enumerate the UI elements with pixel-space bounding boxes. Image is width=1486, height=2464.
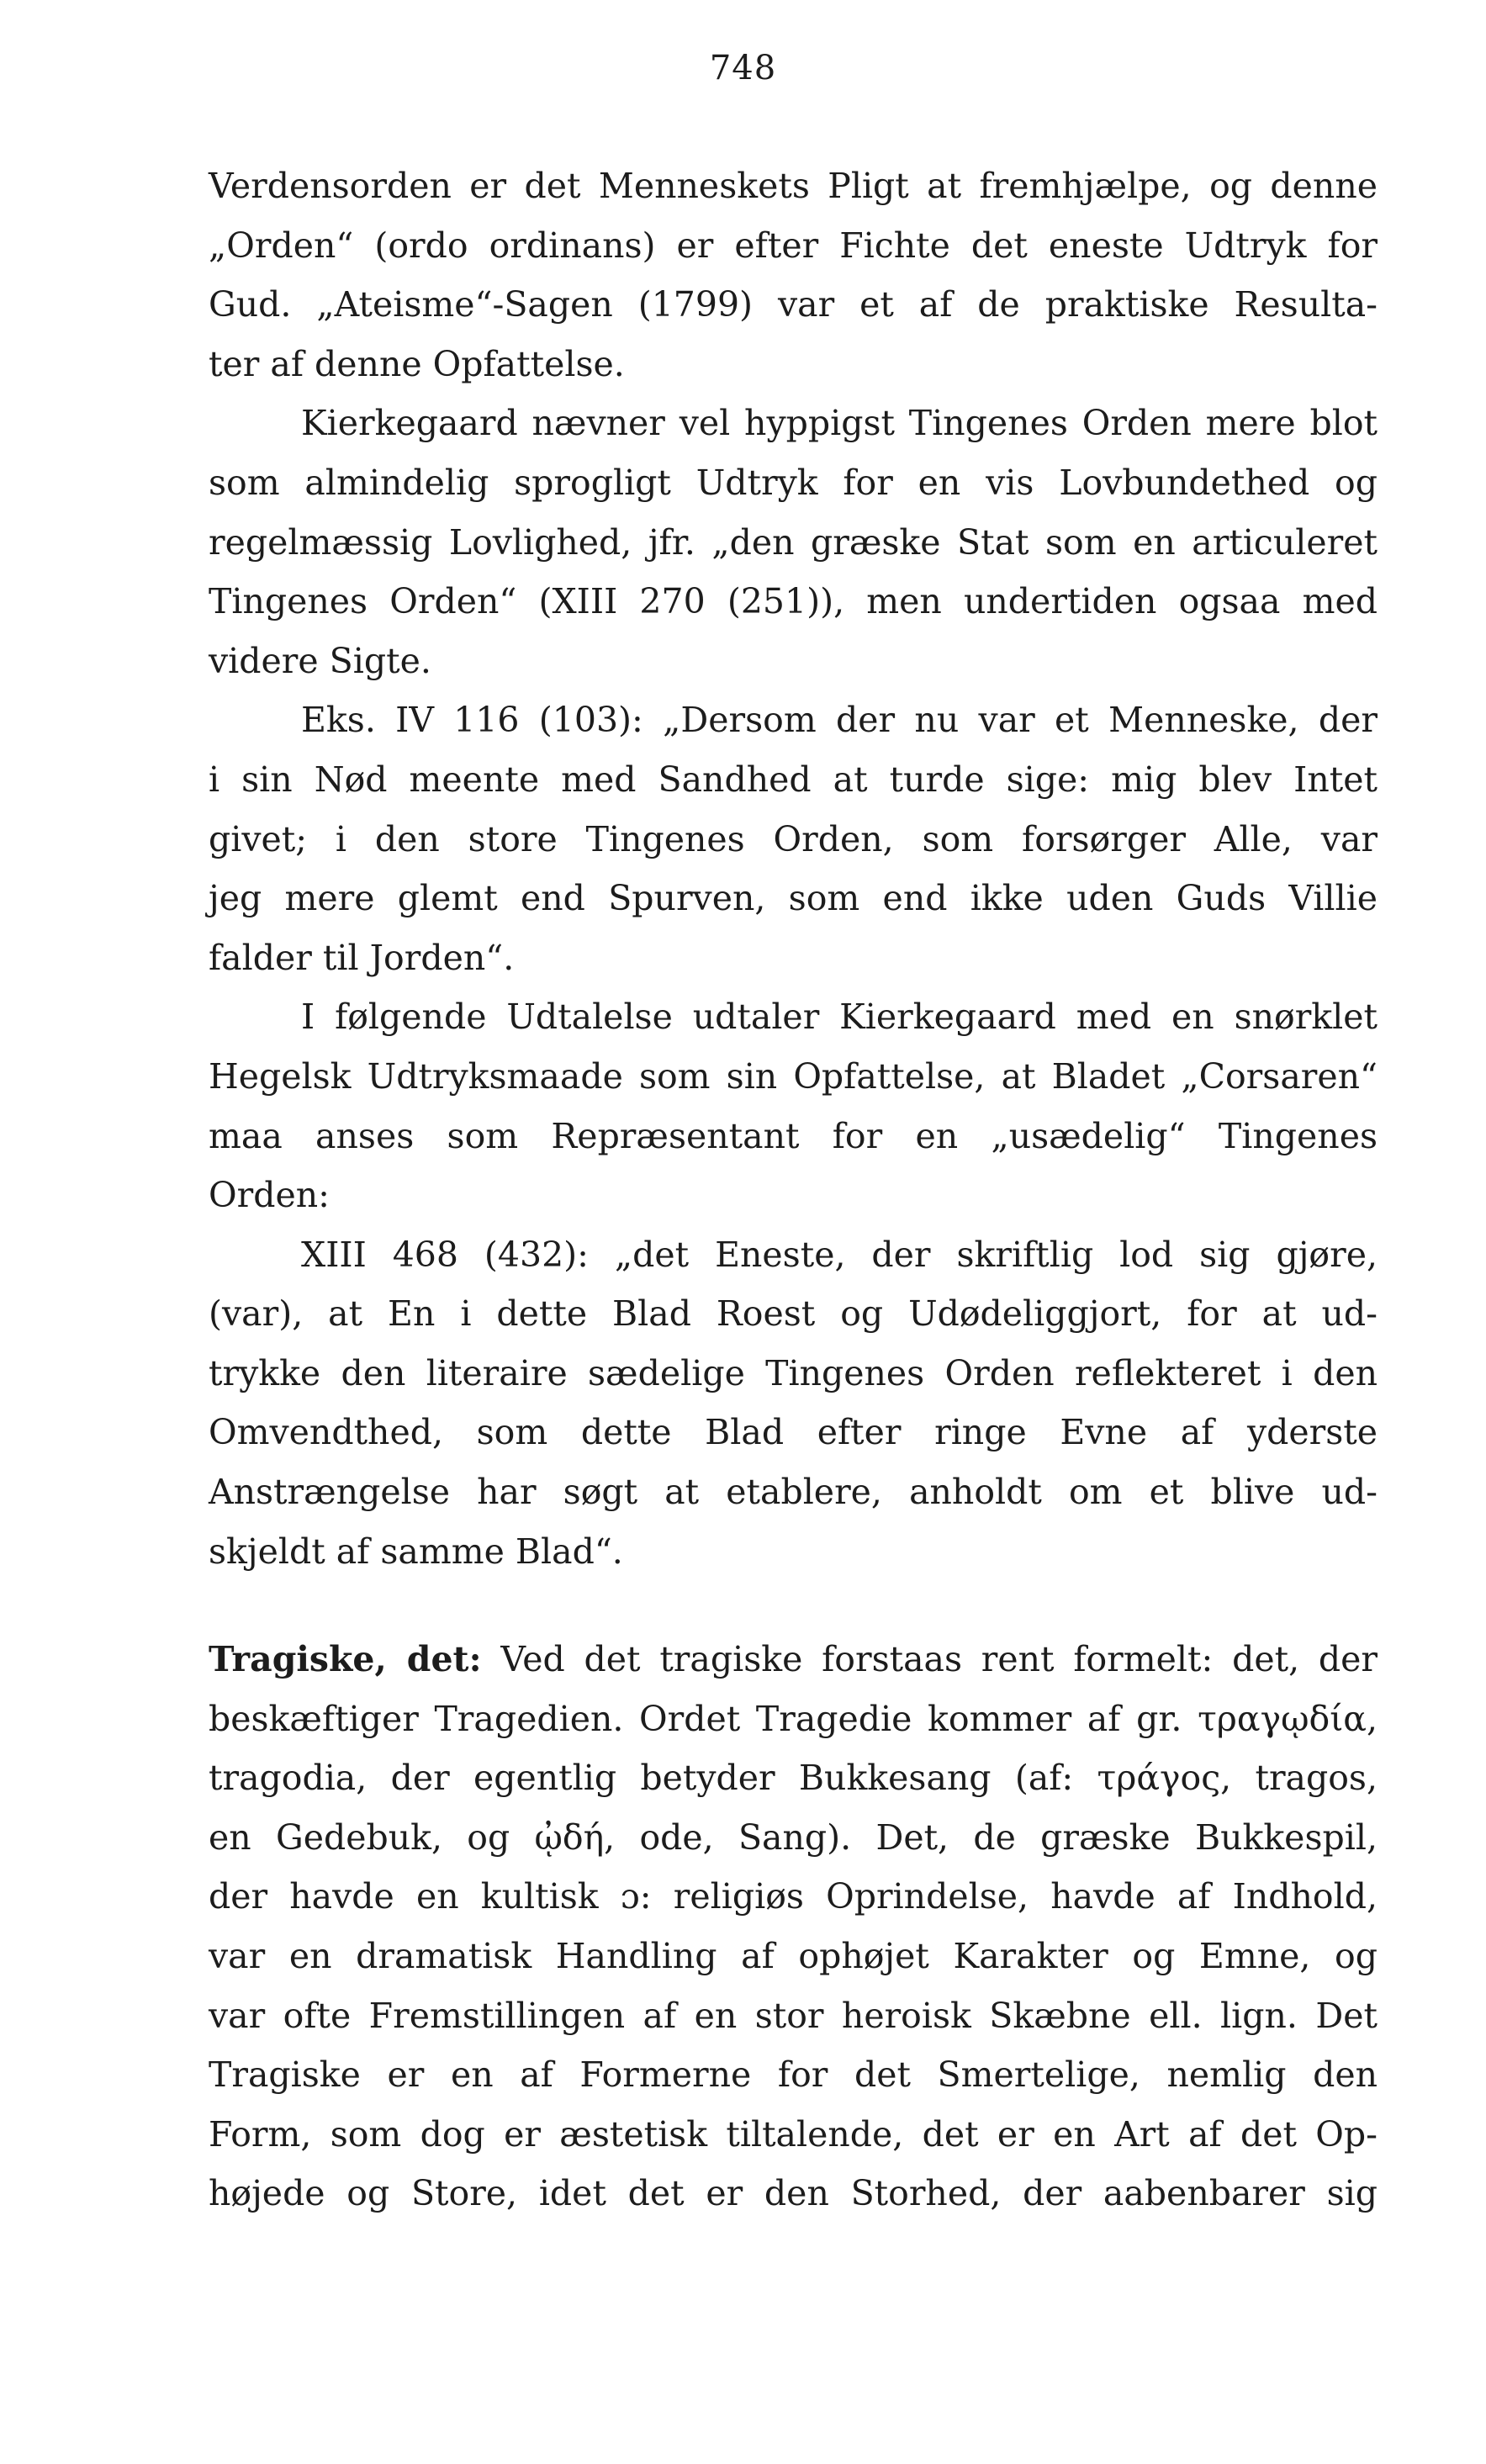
text-line: tragodia, der egentlig betyder Bukkesang (af: τράγος, tragos, xyxy=(209,1758,1378,1799)
text-line: Orden: xyxy=(209,1175,330,1216)
text-line: trykke den literaire sædelige Tingenes Orden reflekteret i den xyxy=(209,1352,1378,1393)
text-line: jeg mere glemt end Spurven, som end ikke uden Guds Villie xyxy=(209,878,1378,919)
body-text-section-2 xyxy=(209,1630,1378,2223)
entry-first-line-text: Ved det tragiske forstaas rent formelt: det, der xyxy=(500,1639,1378,1679)
text-line: beskæftiger Tragedien. Ordet Tragedie kommer af gr. τραγῳδία, xyxy=(209,1698,1378,1739)
text-line: videre Sigte. xyxy=(209,640,431,681)
entry-first-line xyxy=(209,1630,1378,1689)
text-line: var ofte Fremstillingen af en stor heroisk Skæbne ell. lign. Det xyxy=(209,1995,1378,2036)
text-line: Anstrængelse har søgt at etablere, anholdt om et blive ud- xyxy=(209,1472,1378,1513)
text-line: XIII 468 (432): „det Eneste, der skriftlig lod sig gjøre, xyxy=(301,1234,1378,1275)
text-line: en Gedebuk, og ᾠδή, ode, Sang). Det, de græske Bukkespil, xyxy=(209,1816,1378,1858)
text-line: givet; i den store Tingenes Orden, som forsørger Alle, var xyxy=(209,818,1378,859)
text-line: i sin Nød meente med Sandhed at turde sige: mig blev Intet xyxy=(209,759,1378,800)
text-line: maa anses som Repræsentant for en „usædelig“ Tingenes xyxy=(209,1115,1378,1156)
text-line: Omvendthed, som dette Blad efter ringe Evne af yderste xyxy=(209,1412,1378,1453)
text-line: Form, som dog er æstetisk tiltalende, det er en Art af det Op- xyxy=(209,2113,1378,2155)
text-line: højede og Store, idet det er den Storhed, der aabenbarer sig xyxy=(209,2173,1378,2214)
text-line: Verdensorden er det Menneskets Pligt at fremhjælpe, og denne xyxy=(209,166,1378,206)
text-line: Eks. IV 116 (103): „Dersom der nu var et Menneske, der xyxy=(301,700,1378,741)
text-line: „Orden“ (ordo ordinans) er efter Fichte det eneste Udtryk for xyxy=(209,225,1378,266)
text-line: Tingenes Orden“ (XIII 270 (251)), men undertiden ogsaa med xyxy=(209,581,1378,622)
text-line: Hegelsk Udtryksmaade som sin Opfattelse, at Bladet „Corsaren“ xyxy=(209,1055,1378,1097)
text-line: Tragiske er en af Formerne for det Smertelige, nemlig den xyxy=(209,2054,1378,2096)
text-line: som almindelig sprogligt Udtryk for en vis Lovbundethed og xyxy=(209,462,1378,503)
text-line: Kierkegaard nævner vel hyppigst Tingenes Orden mere blot xyxy=(301,403,1378,444)
text-line: regelmæssig Lovlighed, jfr. „den græske Stat som en articuleret xyxy=(209,521,1378,563)
text-line: I følgende Udtalelse udtaler Kierkegaard med en snørklet xyxy=(301,997,1378,1038)
text-line: ter af denne Opfattelse. xyxy=(209,343,625,384)
text-line: var en dramatisk Handling af ophøjet Karakter og Emne, og xyxy=(209,1935,1378,1976)
text-line: der havde en kultisk ɔ: religiøs Oprindelse, havde af Indhold, xyxy=(209,1876,1378,1917)
text-line: Gud. „Ateisme“-Sagen (1799) var et af de praktiske Resulta- xyxy=(209,284,1378,325)
text-line: skjeldt af samme Blad“. xyxy=(209,1531,623,1572)
text-line: (var), at En i dette Blad Roest og Udødeliggjort, for at ud- xyxy=(209,1293,1378,1335)
body-text-section-1 xyxy=(209,156,1378,1581)
text-line: falder til Jorden“. xyxy=(209,937,515,978)
entry-heading: Tragiske, det: xyxy=(209,1639,482,1679)
page-number: 748 xyxy=(709,49,777,87)
